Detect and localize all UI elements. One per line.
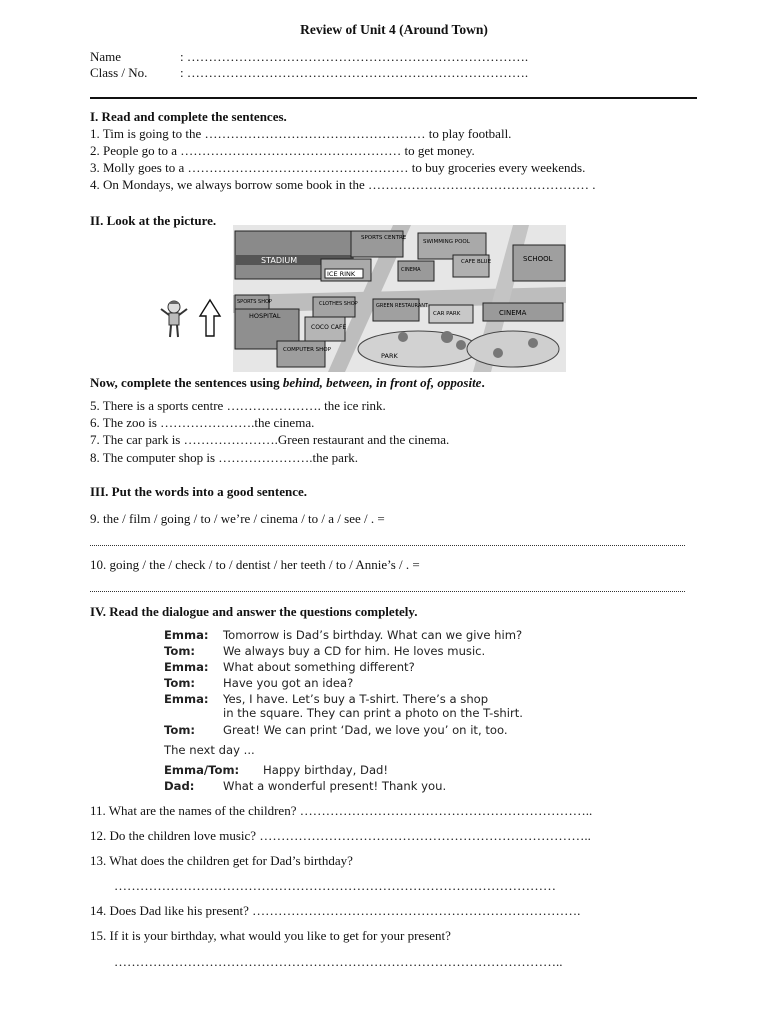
dialogue-block (164, 628, 523, 795)
line-text: Happy birthday, Dad! (263, 763, 389, 777)
line-text: Great! We can print ‘Dad, we love you’ on it, too. (223, 723, 508, 737)
map-label-hospital: HOSPITAL (249, 312, 281, 320)
section-3-item: 9. the / film / going / to / we’re / cinema / to / a / see / . = (90, 511, 385, 526)
speaker: Tom: (164, 644, 196, 658)
answer-line[interactable] (90, 545, 685, 546)
instruction-words: behind, between, in front of, opposite (282, 375, 482, 390)
section-2-item[interactable]: 6. The zoo is ………………….the cinema. (90, 415, 315, 430)
section-1-item[interactable]: 2. People go to a …………………………………………… to get money. (90, 143, 475, 158)
page-title: Review of Unit 4 (Around Town) (300, 22, 488, 37)
up-arrow-icon (200, 300, 220, 336)
map-label-green-restaurant: GREEN RESTAURANT (376, 303, 429, 309)
class-label: Class / No. (90, 65, 148, 80)
question-item: 13. What does the children get for Dad’s birthday? (90, 853, 353, 868)
line-text: We always buy a CD for him. He loves music. (223, 644, 486, 658)
answer-line[interactable]: ………………………………………………………………………………………… (114, 878, 556, 893)
dialogue-line (164, 779, 523, 795)
section-1-item[interactable]: 4. On Mondays, we always borrow some book in the …………………………………………… . (90, 177, 596, 192)
line-text: Tomorrow is Dad’s birthday. What can we give him? (223, 628, 523, 642)
speaker: Dad: (164, 779, 195, 793)
map-label-sports-shop: SPORTS SHOP (237, 299, 272, 305)
line-text: in the square. They can print a photo on the T-shirt. (223, 706, 523, 720)
dialogue-line (164, 706, 523, 723)
dialogue-line (164, 628, 523, 644)
class-field[interactable]: : ……………………………………………………………………. (180, 65, 529, 80)
section-1-heading: I. Read and complete the sentences. (90, 109, 287, 124)
dialogue-line (164, 676, 523, 692)
dialogue-line (164, 692, 523, 706)
line-text: Yes, I have. Let’s buy a T-shirt. There’s a shop (223, 692, 489, 706)
speaker: Emma: (164, 692, 209, 706)
dialogue-line (164, 763, 523, 779)
boy-with-arrow-illustration (158, 298, 224, 340)
speaker: Emma/Tom: (164, 763, 240, 777)
section-4-heading: IV. Read the dialogue and answer the questions completely. (90, 604, 418, 619)
speaker: Tom: (164, 676, 196, 690)
map-label-school: SCHOOL (523, 255, 553, 263)
map-label-computer-shop: COMPUTER SHOP (283, 347, 331, 353)
map-label-clothes-shop: CLOTHES SHOP (319, 301, 358, 307)
map-label-coco-cafe: COCO CAFE (311, 324, 347, 331)
dialogue-line (164, 644, 523, 660)
section-2-item[interactable]: 7. The car park is ………………….Green restaurant and the cinema. (90, 432, 450, 447)
map-label-ice-rink: ICE RINK (327, 270, 356, 278)
line-text: What a wonderful present! Thank you. (223, 779, 447, 793)
map-label-cinema: CINEMA (499, 309, 527, 317)
map-label-park: PARK (381, 352, 398, 360)
section-1-item[interactable]: 3. Molly goes to a …………………………………………… to buy groceries every weekends. (90, 160, 586, 175)
section-2-item[interactable]: 5. There is a sports centre …………………. the ice rink. (90, 398, 386, 413)
name-field[interactable]: : ……………………………………………………………………. (180, 49, 529, 64)
answer-line[interactable] (90, 591, 685, 592)
map-label-car-park: CAR PARK (433, 311, 461, 317)
line-text: Have you got an idea? (223, 676, 354, 690)
dialogue-line (164, 660, 523, 676)
line-text: The next day ... (164, 743, 255, 757)
section-1-item[interactable]: 1. Tim is going to the …………………………………………… to play football. (90, 126, 512, 141)
line-text: What about something different? (223, 660, 415, 674)
question-item[interactable]: 12. Do the children love music? ………………………………………………………………….. (90, 828, 591, 843)
header-divider (90, 97, 697, 99)
question-item[interactable]: 11. What are the names of the children? ………………………………………………………….. (90, 803, 593, 818)
speaker: Emma: (164, 660, 209, 674)
answer-line[interactable]: ………………………………………………………………………………………….. (114, 954, 563, 969)
dialogue-line (164, 743, 523, 763)
map-label-sports-centre: SPORTS CENTRE (361, 235, 407, 241)
name-label: Name (90, 49, 122, 64)
question-item: 15. If it is your birthday, what would you like to get for your present? (90, 928, 451, 943)
section-2-heading: II. Look at the picture. (90, 213, 217, 228)
section-3-heading: III. Put the words into a good sentence. (90, 484, 308, 499)
speaker: Emma: (164, 628, 209, 642)
boy-icon (161, 301, 187, 337)
town-map-picture (233, 225, 566, 372)
section-2-instruction (90, 375, 485, 391)
question-item[interactable]: 14. Does Dad like his present? …………………………………………………………………. (90, 903, 581, 918)
section-3-item: 10. going / the / check / to / dentist / her teeth / to / Annie’s / . = (90, 557, 420, 572)
section-2-item[interactable]: 8. The computer shop is ………………….the park. (90, 450, 359, 465)
instruction-prefix: Now, complete the sentences using (90, 375, 283, 390)
map-label-cafe-blue: CAFE BLUE (461, 259, 492, 265)
speaker: Tom: (164, 723, 196, 737)
map-label-cinema-small: CINEMA (401, 267, 421, 273)
map-label-stadium: STADIUM (261, 256, 298, 265)
instruction-suffix: . (481, 375, 485, 390)
dialogue-line (164, 723, 523, 743)
map-label-swimming-pool: SWIMMING POOL (423, 239, 470, 245)
